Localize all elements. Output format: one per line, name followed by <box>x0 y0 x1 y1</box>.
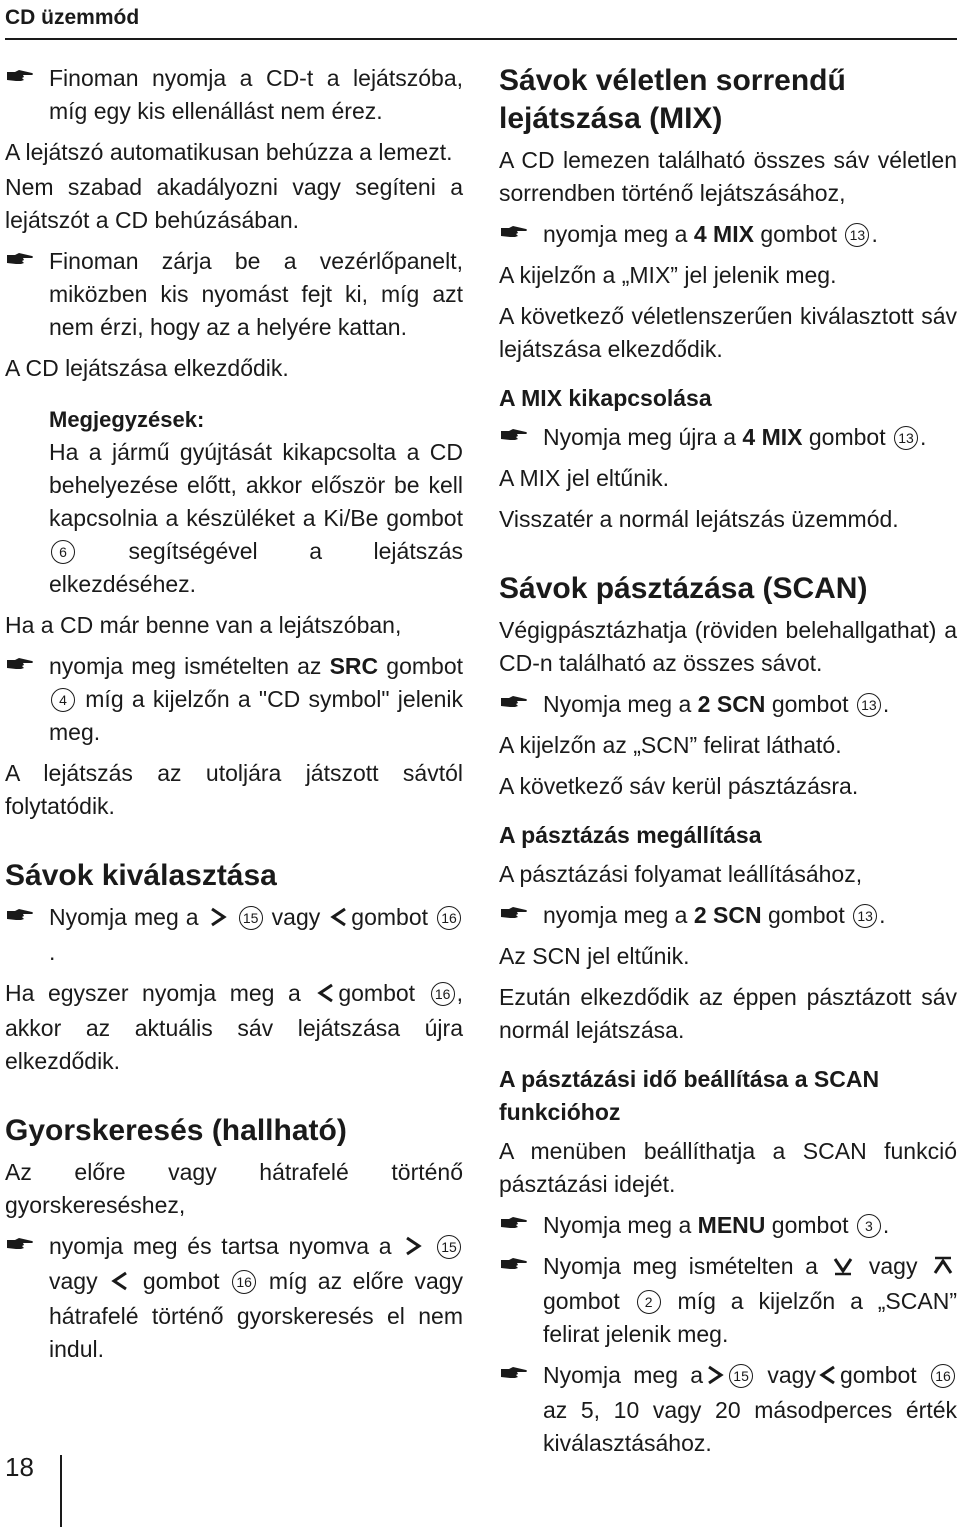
instruction-item <box>5 650 463 749</box>
instruction-text: Finoman nyomja a CD-t a lejátszóba, míg egy kis ellenállást nem érez. <box>49 65 463 124</box>
text-span: vagy <box>271 904 321 930</box>
instruction-text <box>49 1230 463 1366</box>
page-header-title: CD üzemmód <box>5 6 140 29</box>
text-span: Nyomja meg a <box>543 1362 704 1388</box>
pointing-hand-icon <box>5 901 49 928</box>
subsection-heading: A pásztázás megállítása <box>499 822 762 848</box>
button-number-badge: 6 <box>51 540 75 564</box>
instruction-item <box>499 1359 957 1460</box>
pointing-hand-icon <box>5 245 49 272</box>
text-span: gombot <box>338 980 416 1006</box>
text-span: gombot <box>386 653 463 679</box>
instruction-text <box>49 650 463 749</box>
paragraph: A CD lemezen található összes sáv véletlen sorrendben történő lejátszásához, <box>499 147 957 206</box>
key-label: MENU <box>697 1212 766 1238</box>
pointing-hand-icon <box>499 421 543 448</box>
paragraph: A kijelzőn az „SCN” felirat látható. <box>499 732 842 758</box>
text-span: segítségével a lejátszás elkezdéséhez. <box>49 538 463 597</box>
paragraph: Végigpásztázhatja (röviden belehallgathat) a CD-n található az összes sávot. <box>499 617 957 676</box>
paragraph: A menüben beállíthatja a SCAN funkció pásztázási idejét. <box>499 1138 957 1197</box>
section-heading: Gyorskeresés (hallható) <box>5 1114 347 1147</box>
text-span: Nyomja meg a <box>49 904 199 930</box>
instruction-text <box>543 1250 957 1351</box>
button-number-badge: 13 <box>857 693 881 717</box>
pointing-hand-icon <box>499 1359 543 1386</box>
arrow-right-icon <box>209 903 227 936</box>
text-span: vagy <box>868 1253 918 1279</box>
pointing-hand-icon <box>499 218 543 245</box>
text-span: gombot <box>351 904 428 930</box>
button-number-badge: 15 <box>239 906 263 930</box>
text-span: . <box>882 1212 890 1238</box>
text-span: míg a kijelzőn a „SCAN” felirat jelenik meg. <box>543 1288 957 1347</box>
paragraph: A lejátszás az utoljára játszott sávtól folytatódik. <box>5 760 463 819</box>
button-number-badge: 13 <box>894 426 918 450</box>
instruction-text <box>543 1209 957 1242</box>
section-heading: Sávok kiválasztása <box>5 859 277 892</box>
text-span: nyomja meg és tartsa nyomva a <box>49 1233 392 1259</box>
key-label: 2 SCN <box>693 902 762 928</box>
button-number-badge: 15 <box>437 1235 461 1259</box>
section-heading: Sávok pásztázása (SCAN) <box>499 572 868 605</box>
paragraph: A CD lejátszása elkezdődik. <box>5 355 289 381</box>
notes-text <box>49 436 463 601</box>
button-number-badge: 16 <box>431 982 455 1006</box>
pointing-hand-icon <box>499 899 543 926</box>
text-span: gombot <box>543 1288 620 1314</box>
arrow-down-icon <box>832 1252 854 1285</box>
text-span: gombot <box>768 902 845 928</box>
arrow-left-icon <box>317 979 335 1012</box>
pointing-hand-icon <box>5 62 49 89</box>
paragraph: Nem szabad akadályozni vagy segíteni a lejátszót a CD behúzásában. <box>5 174 463 233</box>
text-span: vagy <box>49 1268 98 1294</box>
instruction-item <box>499 218 957 251</box>
paragraph: Ha a CD már benne van a lejátszóban, <box>5 612 402 638</box>
instruction-text <box>543 688 957 721</box>
instruction-item <box>499 688 957 721</box>
text-span: az 5, 10 vagy 20 másodperces érték kiválasztásához. <box>543 1397 957 1456</box>
pointing-hand-icon <box>499 1209 543 1236</box>
button-number-badge: 2 <box>637 1290 661 1314</box>
subsection-heading: A pásztázási idő beállítása a SCAN funkcióhoz <box>499 1066 880 1125</box>
instruction-item <box>5 1230 463 1366</box>
text-span: míg a kijelzőn a "CD symbol" jelenik meg. <box>49 686 464 745</box>
text-span: gombot <box>142 1268 220 1294</box>
page-number: 18 <box>5 1452 34 1482</box>
text-span: Ha a jármű gyújtását kikapcsolta a CD behelyezése előtt, akkor először be kell kapcsolnia a készüléket a Ki/Be gombot <box>49 439 463 531</box>
text-span: vagy <box>767 1362 816 1388</box>
button-number-badge: 16 <box>931 1364 955 1388</box>
key-label: 4 MIX <box>693 221 754 247</box>
text-span: . <box>879 902 886 928</box>
paragraph <box>5 977 463 1078</box>
instruction-text <box>543 899 957 932</box>
text-span: . <box>882 691 890 717</box>
text-span: Nyomja meg ismételten a <box>543 1253 818 1279</box>
instruction-text <box>543 421 957 454</box>
paragraph: Ezután elkezdődik az éppen pásztázott sáv normál lejátszása. <box>499 984 957 1043</box>
subsection-heading: A MIX kikapcsolása <box>499 385 712 411</box>
left-column <box>5 62 463 1374</box>
text-span: . <box>871 221 878 247</box>
text-span: gombot <box>771 691 849 717</box>
button-number-badge: 16 <box>437 906 461 930</box>
instruction-item <box>5 62 463 128</box>
paragraph: A következő sáv kerül pásztázásra. <box>499 773 859 799</box>
key-label: SRC <box>329 653 379 679</box>
text-span: gombot <box>808 424 886 450</box>
paragraph: Az előre vagy hátrafelé történő gyorskereséshez, <box>5 1159 463 1218</box>
text-span: míg az előre vagy hátrafelé történő gyorskeresés el nem indul. <box>49 1268 464 1362</box>
pointing-hand-icon <box>5 1230 49 1257</box>
page-number-divider <box>60 1455 62 1527</box>
arrow-left-icon <box>819 1361 837 1394</box>
instruction-text <box>543 1359 957 1460</box>
arrow-up-icon <box>932 1252 954 1285</box>
right-column <box>499 62 957 1468</box>
text-span: . <box>920 424 927 450</box>
arrow-right-icon <box>706 1361 724 1394</box>
text-span: nyomja meg a <box>543 902 688 928</box>
text-span: , akkor az aktuális sáv lejátszása újra elkezdődik. <box>5 980 463 1074</box>
text-span: Ha egyszer nyomja meg a <box>5 980 301 1006</box>
button-number-badge: 13 <box>853 904 877 928</box>
instruction-item <box>499 899 957 932</box>
button-number-badge: 3 <box>857 1214 881 1238</box>
paragraph: A pásztázási folyamat leállításához, <box>499 861 863 887</box>
arrow-right-icon <box>404 1232 422 1265</box>
paragraph: Az SCN jel eltűnik. <box>499 943 690 969</box>
text-span: . <box>49 939 56 965</box>
paragraph: A MIX jel eltűnik. <box>499 465 670 491</box>
text-span: nyomja meg a <box>543 221 688 247</box>
paragraph: A kijelzőn a „MIX” jel jelenik meg. <box>499 262 837 288</box>
button-number-badge: 16 <box>232 1270 256 1294</box>
text-span: Nyomja meg a <box>543 1212 692 1238</box>
paragraph: A következő véletlenszerűen kiválasztott sáv lejátszása elkezdődik. <box>499 303 957 362</box>
paragraph: A lejátszó automatikusan behúzza a lemezt. <box>5 139 453 165</box>
text-span: Nyomja meg újra a <box>543 424 737 450</box>
pointing-hand-icon <box>499 1250 543 1277</box>
text-span: Nyomja meg a <box>543 691 692 717</box>
arrow-left-icon <box>111 1267 129 1300</box>
instruction-item <box>499 1209 957 1242</box>
key-label: 2 SCN <box>697 691 766 717</box>
button-number-badge: 15 <box>729 1364 753 1388</box>
text-span: nyomja meg ismételten az <box>49 653 322 679</box>
paragraph: Visszatér a normál lejátszás üzemmód. <box>499 506 899 532</box>
instruction-item <box>5 901 463 969</box>
button-number-badge: 13 <box>845 223 869 247</box>
instruction-item <box>499 421 957 454</box>
header-divider <box>5 38 957 40</box>
arrow-left-icon <box>330 903 348 936</box>
button-number-badge: 4 <box>51 688 75 712</box>
instruction-text: Finoman zárja be a vezérlőpanelt, miközben kis nyomást fejt ki, míg azt nem érzi, hogy az a helyére kattan. <box>49 248 463 340</box>
instruction-text <box>49 901 463 969</box>
text-span: gombot <box>771 1212 849 1238</box>
key-label: 4 MIX <box>742 424 803 450</box>
instruction-item <box>499 1250 957 1351</box>
instruction-text <box>543 218 957 251</box>
section-heading: Sávok véletlen sorrendű lejátszása (MIX) <box>499 64 846 135</box>
notes-block <box>5 403 463 601</box>
pointing-hand-icon <box>499 688 543 715</box>
text-span: gombot <box>839 1362 917 1388</box>
text-span: gombot <box>760 221 838 247</box>
pointing-hand-icon <box>5 650 49 677</box>
notes-title: Megjegyzések: <box>49 407 205 432</box>
instruction-item <box>5 245 463 344</box>
